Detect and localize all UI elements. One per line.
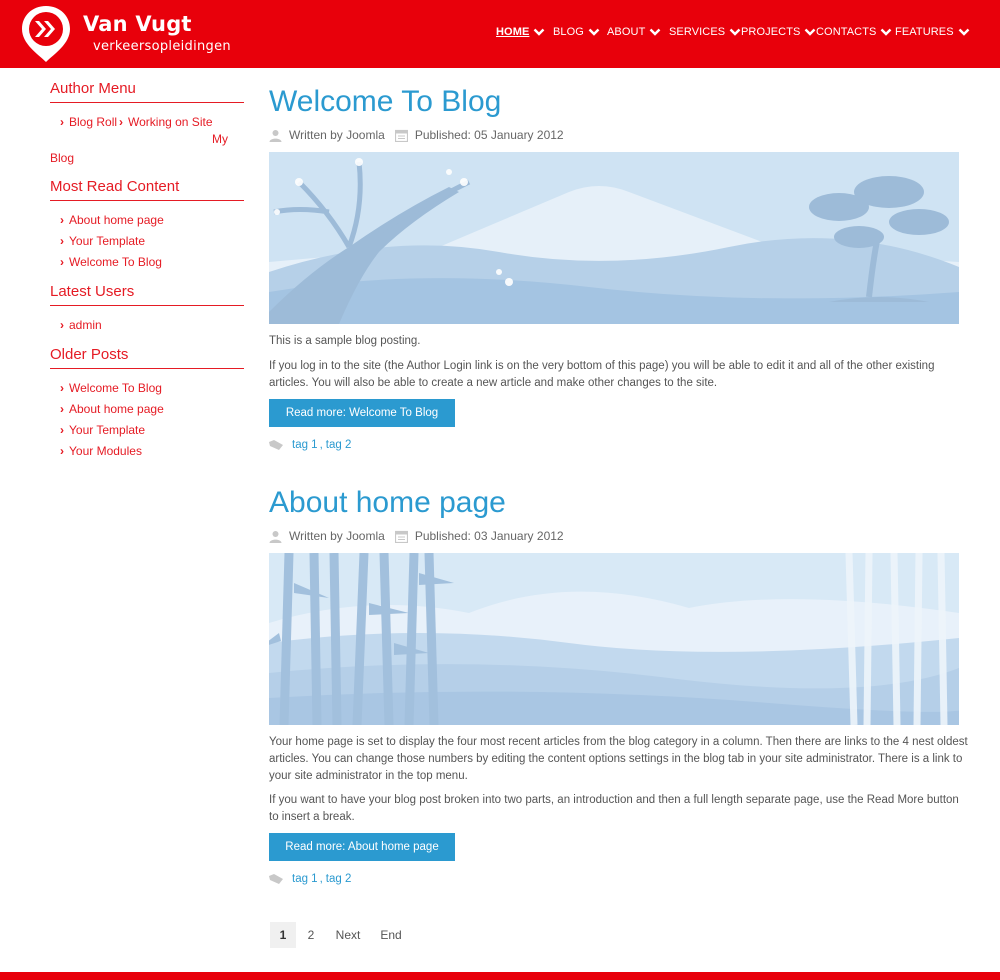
brand-subtitle: verkeersopleidingen	[93, 39, 231, 54]
tag-link[interactable]: tag 2	[325, 439, 352, 451]
site-header	[0, 0, 1000, 68]
article-author: Written by Joomla	[289, 529, 385, 543]
chevron-right-icon: ›	[60, 402, 64, 416]
nav-item-label: CONTACTS	[816, 26, 877, 38]
sidebar-link-label: Welcome To Blog	[69, 381, 162, 395]
pagination-page-1[interactable]: 1	[270, 922, 296, 948]
mountain-landscape-image	[269, 152, 959, 324]
chevron-down-icon	[649, 27, 661, 37]
sidebar-heading-older-posts: Older Posts	[50, 346, 244, 369]
chevron-down-icon	[958, 27, 970, 37]
calendar-icon	[395, 129, 408, 142]
chevron-down-icon	[588, 27, 600, 37]
article-banner-image	[269, 553, 959, 725]
tag-icon	[269, 874, 283, 884]
brand-name[interactable]: Van Vugt	[83, 12, 192, 36]
nav-item-features[interactable]	[895, 26, 970, 38]
article-meta	[269, 128, 564, 142]
sidebar-link-label: Your Modules	[69, 444, 142, 458]
article-published-date: Published: 03 January 2012	[414, 529, 564, 543]
sidebar-link-my-blog-part1[interactable]: My	[212, 132, 228, 146]
article-meta	[269, 529, 564, 543]
user-icon	[269, 129, 282, 142]
bamboo-landscape-image	[269, 553, 959, 725]
sidebar-link-label: Working on Site	[128, 115, 213, 129]
footer-bar	[0, 972, 1000, 980]
nav-item-label: FEATURES	[895, 26, 954, 38]
nav-item-home[interactable]	[496, 26, 545, 38]
sidebar-heading-author-menu: Author Menu	[50, 80, 244, 103]
chevron-right-icon: ›	[60, 444, 64, 458]
sidebar-link-my-blog-part2[interactable]: Blog	[50, 151, 75, 165]
article-title[interactable]: About home page	[269, 486, 506, 519]
sidebar-heading-most-read: Most Read Content	[50, 178, 244, 201]
chevron-right-icon: ›	[60, 115, 64, 129]
chevron-down-icon	[533, 27, 545, 37]
sidebar-link-welcome-to-blog[interactable]	[60, 381, 162, 395]
sidebar-heading-latest-users: Latest Users	[50, 283, 244, 306]
sidebar-link-about-home-page[interactable]	[60, 402, 164, 416]
nav-item-label: HOME	[496, 26, 530, 38]
sidebar-link-blog-roll[interactable]	[60, 115, 117, 129]
pagination-page-2[interactable]: 2	[307, 928, 315, 942]
calendar-icon	[395, 530, 408, 543]
article-tags: tag 1 , tag 2	[269, 873, 351, 885]
article-banner-image	[269, 152, 959, 324]
chevron-right-icon: ›	[60, 318, 64, 332]
chevron-down-icon	[804, 27, 816, 37]
chevron-right-icon: ›	[60, 381, 64, 395]
article-paragraph: Your home page is set to display the four most recent articles from the blog category in a column. Then there are links to the 4 nest oldest articles. You can change those numbers by editing the content options settings in the blog tab in your site administrator. There is a link to your site administrator in the top menu.	[269, 736, 968, 782]
chevron-right-icon: ›	[60, 213, 64, 227]
pagination-next[interactable]: Next	[335, 928, 361, 942]
user-icon	[269, 530, 282, 543]
tag-link[interactable]: tag 1	[292, 873, 318, 885]
sidebar-link-label: About home page	[69, 213, 164, 227]
read-more-button[interactable]: Read more: Welcome To Blog	[269, 399, 455, 427]
sidebar-link-welcome-to-blog[interactable]	[60, 255, 162, 269]
read-more-button[interactable]: Read more: About home page	[269, 833, 455, 861]
sidebar-link-label: Your Template	[69, 423, 146, 437]
sidebar-link-working-on-site[interactable]	[119, 115, 213, 129]
sidebar-link-your-template[interactable]	[60, 423, 145, 437]
sidebar-link-admin[interactable]	[60, 318, 102, 332]
chevron-right-icon: ›	[60, 255, 64, 269]
article-tags: tag 1 , tag 2	[269, 439, 351, 451]
nav-item-label: PROJECTS	[741, 26, 801, 38]
article-paragraph: If you want to have your blog post broken into two parts, an introduction and then a full length separate page, use the Read More button to insert a break.	[269, 794, 959, 823]
sidebar-link-your-template[interactable]	[60, 234, 145, 248]
nav-item-contacts[interactable]	[816, 26, 892, 38]
brand-logo-icon[interactable]	[20, 4, 72, 64]
nav-item-about[interactable]	[607, 26, 661, 38]
article-paragraph: If you log in to the site (the Author Login link is on the very bottom of this page) you will be able to edit it and all of the other existing articles. You will also be able to create a new article and make other changes to the site.	[269, 360, 935, 389]
nav-item-projects[interactable]	[741, 26, 816, 38]
chevron-down-icon	[880, 27, 892, 37]
sidebar-link-your-modules[interactable]	[60, 444, 142, 458]
article-title[interactable]: Welcome To Blog	[269, 85, 502, 118]
tag-link[interactable]: tag 1	[292, 439, 318, 451]
nav-item-label: BLOG	[553, 26, 584, 38]
tag-icon	[269, 440, 283, 450]
sidebar-link-label: Your Template	[69, 234, 146, 248]
nav-item-services[interactable]	[669, 26, 741, 38]
nav-item-blog[interactable]	[553, 26, 600, 38]
chevron-right-icon: ›	[60, 234, 64, 248]
pagination-end[interactable]: End	[380, 928, 402, 942]
sidebar-link-label: Blog Roll	[69, 115, 118, 129]
nav-item-label: ABOUT	[607, 26, 646, 38]
article-paragraph: This is a sample blog posting.	[269, 335, 421, 347]
article-published-date: Published: 05 January 2012	[414, 128, 564, 142]
sidebar-link-label: About home page	[69, 402, 164, 416]
article-author: Written by Joomla	[289, 128, 385, 142]
chevron-right-icon: ›	[119, 115, 123, 129]
sidebar-link-about-home-page[interactable]	[60, 213, 164, 227]
nav-item-label: SERVICES	[669, 26, 726, 38]
sidebar-link-label: admin	[69, 318, 102, 332]
chevron-right-icon: ›	[60, 423, 64, 437]
tag-link[interactable]: tag 2	[325, 873, 352, 885]
chevron-down-icon	[729, 27, 741, 37]
sidebar-link-label: Welcome To Blog	[69, 255, 162, 269]
